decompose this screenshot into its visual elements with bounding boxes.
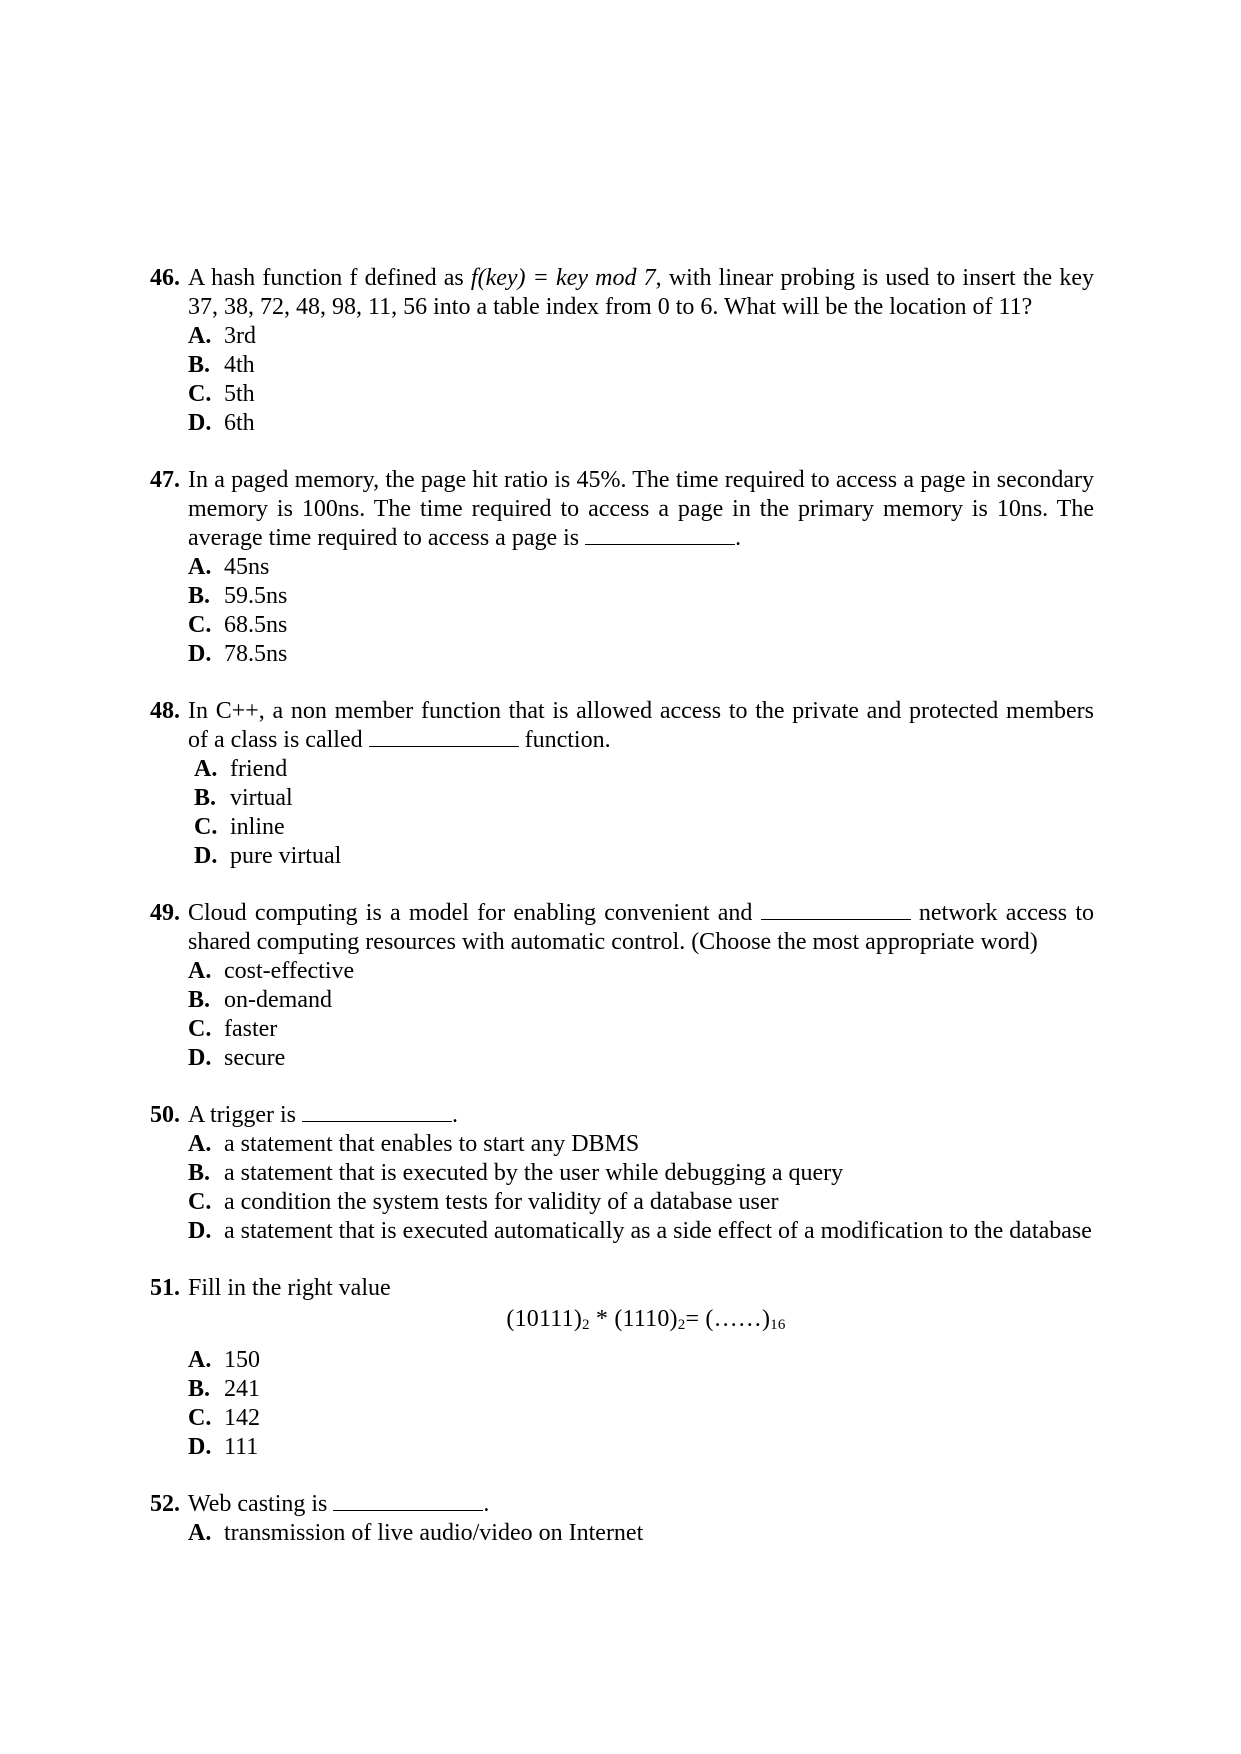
question-51 <box>150 1274 1094 1462</box>
option-text: a condition the system tests for validity of a database user <box>224 1189 779 1215</box>
option-letter: D. <box>188 1434 212 1460</box>
question-stem: In C++, a non member function that is allowed access to the private and protected members of a class is called function. <box>188 698 1094 753</box>
option-text: a statement that enables to start any DBMS <box>224 1131 640 1157</box>
option-letter: A. <box>188 554 212 580</box>
option-list <box>188 957 1094 1073</box>
option-list <box>188 1346 1094 1462</box>
question-number: 49. <box>150 900 180 926</box>
option-text: inline <box>230 814 285 840</box>
option-a[interactable] <box>188 1346 1094 1375</box>
option-letter: B. <box>188 987 211 1013</box>
question-number: 52. <box>150 1491 180 1517</box>
option-text: transmission of live audio/video on Internet <box>224 1520 644 1546</box>
option-b[interactable] <box>188 1159 1094 1188</box>
option-c[interactable] <box>188 1188 1094 1217</box>
option-d[interactable] <box>188 1217 1094 1246</box>
question-number: 51. <box>150 1275 180 1301</box>
option-list <box>188 1130 1094 1246</box>
option-letter: C. <box>188 381 212 407</box>
option-letter: C. <box>188 1405 212 1431</box>
option-a[interactable] <box>188 553 1094 582</box>
question-stem: In a paged memory, the page hit ratio is 45%. The time required to access a page in secondary memory is 100ns. The time required to access a page in the primary memory is 10ns. The average time required to access a page is . <box>188 467 1094 551</box>
option-text: 4th <box>224 352 255 378</box>
option-letter: C. <box>194 814 218 840</box>
option-text: 78.5ns <box>224 641 288 667</box>
option-b[interactable] <box>188 582 1094 611</box>
option-c[interactable] <box>194 813 1094 842</box>
option-text: 6th <box>224 410 255 436</box>
option-text: 3rd <box>224 323 256 349</box>
option-letter: C. <box>188 1016 212 1042</box>
option-b[interactable] <box>188 1375 1094 1404</box>
option-letter: B. <box>188 1376 211 1402</box>
option-a[interactable] <box>188 1130 1094 1159</box>
option-letter: A. <box>188 1520 212 1546</box>
hash-formula: f(key) = key mod 7 <box>470 265 656 291</box>
option-a[interactable] <box>194 755 1094 784</box>
option-a[interactable] <box>188 1519 1094 1548</box>
question-number: 46. <box>150 265 180 291</box>
question-47 <box>150 466 1094 669</box>
option-letter: C. <box>188 612 212 638</box>
option-d[interactable] <box>188 640 1094 669</box>
question-46 <box>150 264 1094 438</box>
option-letter: D. <box>188 1218 212 1244</box>
option-text: cost-effective <box>224 958 355 984</box>
option-b[interactable] <box>194 784 1094 813</box>
option-list <box>188 322 1094 438</box>
option-d[interactable] <box>188 1433 1094 1462</box>
binary-equation: $(10111)_2 * (1110)_2=$ $(\dots\dots)_{16}$ <box>506 1306 786 1333</box>
option-text: 142 <box>224 1405 260 1431</box>
option-letter: B. <box>188 352 211 378</box>
option-b[interactable] <box>188 351 1094 380</box>
option-c[interactable] <box>188 1404 1094 1433</box>
option-text: faster <box>224 1016 278 1042</box>
option-list <box>188 553 1094 669</box>
option-d[interactable] <box>188 409 1094 438</box>
option-c[interactable] <box>188 611 1094 640</box>
option-text: 59.5ns <box>224 583 288 609</box>
question-number: 50. <box>150 1102 180 1128</box>
question-stem: Fill in the right value <box>188 1275 391 1301</box>
option-text: a statement that is executed by the user while debugging a query <box>224 1160 844 1186</box>
option-d[interactable] <box>194 842 1094 871</box>
option-text: 241 <box>224 1376 260 1402</box>
option-text: 68.5ns <box>224 612 288 638</box>
option-letter: B. <box>188 583 211 609</box>
question-number: 47. <box>150 467 180 493</box>
option-b[interactable] <box>188 986 1094 1015</box>
option-c[interactable] <box>188 1015 1094 1044</box>
option-d[interactable] <box>188 1044 1094 1073</box>
option-text: a statement that is executed automatically as a side effect of a modification to the database <box>224 1218 1092 1244</box>
question-stem: Web casting is . <box>188 1491 490 1517</box>
question-stem: A hash function f defined as f(key) = key mod 7, with linear probing is used to insert the key 37, 38, 72, 48, 98, 11, 56 into a table index from 0 to 6. What will be the location of 11? <box>188 265 1095 320</box>
option-letter: A. <box>194 756 218 782</box>
question-stem: Cloud computing is a model for enabling convenient and network access to shared computing resources with automatic control. (Choose the most appropriate word) <box>188 900 1094 955</box>
option-list <box>188 755 1094 871</box>
option-list <box>188 1519 1094 1548</box>
question-page <box>150 264 1094 1548</box>
option-a[interactable] <box>188 322 1094 351</box>
option-text: 150 <box>224 1347 260 1373</box>
option-letter: D. <box>188 410 212 436</box>
option-letter: D. <box>188 1045 212 1071</box>
option-letter: A. <box>188 1347 212 1373</box>
option-letter: D. <box>194 843 218 869</box>
answer-blank <box>333 1490 483 1511</box>
option-text: secure <box>224 1045 286 1071</box>
answer-blank <box>585 524 735 545</box>
option-letter: A. <box>188 323 212 349</box>
option-letter: C. <box>188 1189 212 1215</box>
question-stem: A trigger is . <box>188 1102 458 1128</box>
question-49 <box>150 899 1094 1073</box>
option-text: 45ns <box>224 554 270 580</box>
option-text: friend <box>230 756 288 782</box>
answer-blank <box>369 726 519 747</box>
option-a[interactable] <box>188 957 1094 986</box>
option-text: pure virtual <box>230 843 342 869</box>
answer-blank <box>302 1101 452 1122</box>
option-c[interactable] <box>188 380 1094 409</box>
option-text: 111 <box>224 1434 259 1460</box>
option-letter: A. <box>188 958 212 984</box>
option-text: on-demand <box>224 987 332 1013</box>
option-text: virtual <box>230 785 293 811</box>
answer-blank <box>761 899 911 920</box>
question-48 <box>150 697 1094 871</box>
question-52 <box>150 1490 1094 1548</box>
option-letter: D. <box>188 641 212 667</box>
question-number: 48. <box>150 698 180 724</box>
option-letter: A. <box>188 1131 212 1157</box>
option-text: 5th <box>224 381 255 407</box>
option-letter: B. <box>194 785 217 811</box>
question-50 <box>150 1101 1094 1246</box>
option-letter: B. <box>188 1160 211 1186</box>
